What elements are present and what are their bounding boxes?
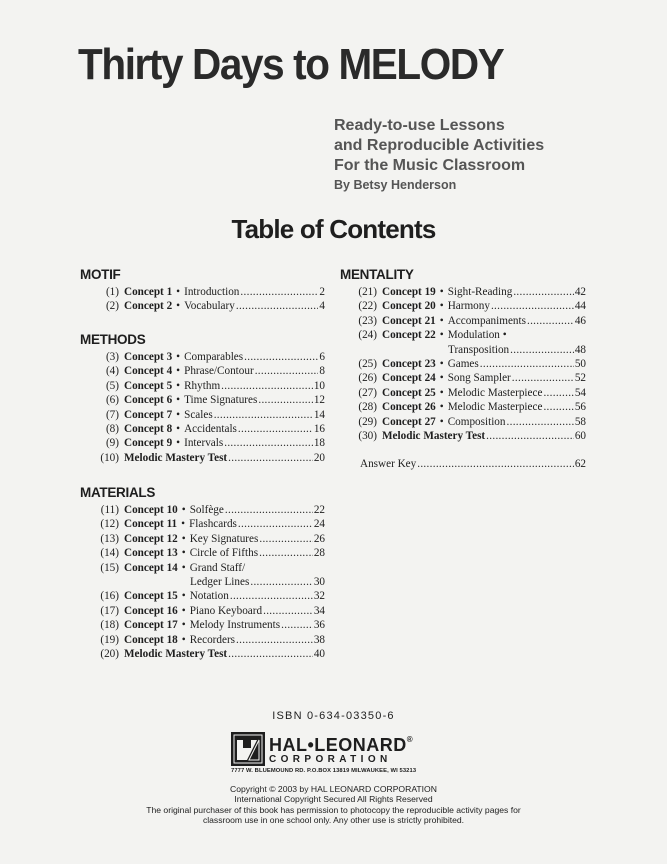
bullet-separator: • xyxy=(439,372,444,385)
dot-leader xyxy=(236,299,319,313)
topic-label: Vocabulary xyxy=(184,300,235,313)
topic-label: Recorders xyxy=(189,633,236,646)
entry-number: (5) xyxy=(105,379,119,392)
bullet-separator: • xyxy=(439,314,444,327)
dot-leader xyxy=(236,633,313,647)
toc-entry xyxy=(80,618,325,632)
topic-label: Time Signatures xyxy=(184,394,258,407)
toc-section-materials xyxy=(80,483,325,661)
subtitle-line: Ready-to-use Lessons xyxy=(334,117,505,134)
bullet-separator: • xyxy=(439,329,444,342)
toc-entry xyxy=(340,371,586,385)
page-number: 34 xyxy=(313,604,325,617)
concept-label: Concept 10 xyxy=(124,504,178,516)
toc-entry xyxy=(340,357,586,371)
bullet-separator: • xyxy=(439,286,444,298)
topic-label: Key Signatures xyxy=(189,532,259,545)
entry-number: (21) xyxy=(358,286,377,298)
bullet-separator: • xyxy=(181,532,186,545)
entry-number: (20) xyxy=(100,647,119,660)
concept-label: Concept 14 xyxy=(124,561,178,574)
toc-entry xyxy=(340,400,586,414)
concept-label: Concept 16 xyxy=(124,604,178,617)
page-number: 36 xyxy=(313,619,325,632)
publisher-name-text: HAL•LEONARD xyxy=(269,735,407,755)
dot-leader xyxy=(221,379,313,393)
toc-entry xyxy=(340,429,586,443)
page-number: 16 xyxy=(313,422,325,435)
topic-label: Song Sampler xyxy=(447,372,511,385)
page-number: 26 xyxy=(313,532,325,545)
bullet-separator: • xyxy=(176,365,181,378)
concept-label: Concept 24 xyxy=(382,372,436,385)
dot-leader xyxy=(230,589,313,603)
concept-label: Concept 18 xyxy=(124,633,178,646)
subtitle-line: For the Music Classroom xyxy=(334,157,526,174)
registered-mark: ® xyxy=(406,735,414,744)
topic-label: Phrase/Contour xyxy=(184,365,254,378)
topic-label: Sight-Reading xyxy=(447,286,513,298)
concept-label: Melodic Mastery Test xyxy=(382,429,486,442)
dot-leader xyxy=(224,436,313,450)
topic-label: Solfège xyxy=(189,504,224,516)
publisher-logo xyxy=(231,730,441,776)
dot-leader xyxy=(281,618,313,632)
bullet-separator: • xyxy=(181,518,186,531)
entry-number: (3) xyxy=(105,351,119,363)
legal-line: classroom use in one school only. Any other use is strictly prohibited. xyxy=(202,815,465,826)
toc-entry xyxy=(340,386,586,400)
concept-label: Concept 26 xyxy=(382,401,436,414)
concept-label: Concept 21 xyxy=(382,314,436,327)
page-number: 32 xyxy=(313,590,325,603)
entry-number: (17) xyxy=(100,604,119,617)
topic-label: Transposition xyxy=(448,343,510,356)
answer-key-label: Answer Key xyxy=(360,458,417,470)
answer-key-row xyxy=(360,457,586,471)
concept-label: Concept 25 xyxy=(382,386,436,399)
page-number: 6 xyxy=(319,351,325,363)
dot-leader xyxy=(486,429,574,443)
concept-label: Concept 8 xyxy=(124,422,173,435)
toc-entry xyxy=(80,350,325,364)
page-number: 30 xyxy=(313,575,325,588)
topic-label: Introduction xyxy=(184,286,240,298)
publisher-address: 7777 W. BLUEMOUND RD. P.O.BOX 13819 MILWAUKEE, WI 53213 xyxy=(231,768,417,774)
dot-leader xyxy=(417,457,574,471)
topic-label: Ledger Lines xyxy=(190,575,250,588)
toc-entry-continuation xyxy=(340,343,586,357)
entry-number: (2) xyxy=(105,300,119,313)
page-number: 2 xyxy=(319,286,325,298)
bullet-separator: • xyxy=(176,286,181,298)
topic-label: Grand Staff/ xyxy=(189,561,246,574)
bullet-separator: • xyxy=(439,386,444,399)
concept-label: Concept 15 xyxy=(124,590,178,603)
legal-line: The original purchaser of this book has permission to photocopy the reproducible activity pages for xyxy=(146,804,521,815)
bullet-separator: • xyxy=(176,408,181,421)
page-number: 40 xyxy=(313,647,325,660)
toc-entry xyxy=(80,299,325,313)
concept-label: Concept 6 xyxy=(124,394,173,407)
toc-heading: Table of Contents xyxy=(231,214,436,244)
dot-leader xyxy=(258,393,312,407)
bullet-separator: • xyxy=(181,547,186,560)
dot-leader xyxy=(228,451,313,465)
page-number: 14 xyxy=(313,408,325,421)
bullet-separator: • xyxy=(176,422,181,435)
bullet-separator: • xyxy=(176,437,181,450)
concept-label: Concept 1 xyxy=(124,286,173,298)
entry-number: (12) xyxy=(100,518,119,531)
dot-leader xyxy=(250,575,312,589)
hal-leonard-logo-icon xyxy=(231,732,265,766)
topic-label: Composition xyxy=(447,415,506,428)
concept-label: Concept 23 xyxy=(382,357,436,370)
topic-label: Accompaniments xyxy=(447,314,526,327)
topic-label: Melodic Masterpiece xyxy=(447,386,543,399)
concept-label: Melodic Mastery Test xyxy=(124,451,228,464)
dot-leader xyxy=(263,604,313,618)
concept-label: Concept 20 xyxy=(382,300,436,313)
publisher-corp: CORPORATION xyxy=(269,754,392,765)
entry-number: (23) xyxy=(358,314,377,327)
topic-label: Comparables xyxy=(184,351,244,363)
bullet-separator: • xyxy=(181,619,186,632)
dot-leader xyxy=(543,400,573,414)
concept-label: Concept 2 xyxy=(124,300,173,313)
dot-leader xyxy=(512,371,574,385)
toc-entry xyxy=(340,285,586,299)
topic-label: Notation xyxy=(189,590,229,603)
entry-number: (19) xyxy=(100,633,119,646)
entry-number: (1) xyxy=(105,286,119,298)
entry-number: (10) xyxy=(100,451,119,464)
toc-entry xyxy=(80,408,325,422)
entry-number: (29) xyxy=(358,415,377,428)
topic-label: Intervals xyxy=(184,437,224,450)
bullet-separator: • xyxy=(181,604,186,617)
toc-entry xyxy=(340,415,586,429)
dot-leader xyxy=(225,503,313,517)
bullet-separator: • xyxy=(176,394,181,407)
page-number: 22 xyxy=(313,504,325,516)
toc-entry xyxy=(80,532,325,546)
toc-entry xyxy=(80,364,325,378)
toc-entry xyxy=(80,503,325,517)
legal-line: Copyright © 2003 by HAL LEONARD CORPORATION xyxy=(230,784,437,794)
section-title: MENTALITY xyxy=(340,267,414,282)
page-number: 42 xyxy=(574,286,586,298)
toc-entry xyxy=(80,285,325,299)
page-number: 58 xyxy=(574,415,586,428)
concept-label: Concept 11 xyxy=(124,518,178,531)
toc-section-mentality xyxy=(340,265,586,443)
topic-label: Flashcards xyxy=(189,518,237,531)
topic-label: Harmony xyxy=(447,300,490,313)
toc-entry xyxy=(80,546,325,560)
entry-number: (7) xyxy=(105,408,119,421)
dot-leader xyxy=(507,415,574,429)
page-number: 12 xyxy=(313,394,325,407)
toc-entry xyxy=(80,451,325,465)
dot-leader xyxy=(527,314,574,328)
dot-leader xyxy=(513,285,573,299)
page-number: 44 xyxy=(574,300,586,313)
subtitle-line: and Reproducible Activities xyxy=(334,137,545,154)
page-number: 56 xyxy=(574,401,586,414)
toc-entry xyxy=(80,422,325,436)
publisher-name xyxy=(269,735,413,756)
page-number: 46 xyxy=(574,314,586,327)
dot-leader xyxy=(259,546,313,560)
entry-number: (13) xyxy=(100,532,119,545)
toc-entry xyxy=(340,314,586,328)
dot-leader xyxy=(244,350,318,364)
entry-number: (22) xyxy=(358,300,377,313)
topic-label: Modulation • xyxy=(447,329,507,342)
concept-label: Concept 9 xyxy=(124,437,173,450)
dot-leader xyxy=(240,285,318,299)
concept-label: Concept 5 xyxy=(124,379,173,392)
page-number: 4 xyxy=(319,300,325,313)
bullet-separator: • xyxy=(176,379,181,392)
concept-label: Concept 7 xyxy=(124,408,173,421)
bullet-separator: • xyxy=(181,590,186,603)
author: By Betsy Henderson xyxy=(334,178,457,192)
entry-number: (8) xyxy=(105,422,119,435)
topic-label: Games xyxy=(447,357,479,370)
concept-label: Concept 3 xyxy=(124,351,173,363)
entry-number: (14) xyxy=(100,547,119,560)
dot-leader xyxy=(491,299,574,313)
toc-entry xyxy=(80,436,325,450)
bullet-separator: • xyxy=(176,351,181,363)
toc-entry xyxy=(80,379,325,393)
toc-entry xyxy=(340,299,586,313)
entry-number: (6) xyxy=(105,394,119,407)
toc-entry xyxy=(80,393,325,407)
section-title: MATERIALS xyxy=(80,485,156,500)
page-number: 38 xyxy=(313,633,325,646)
toc-entry xyxy=(80,647,325,661)
page-number: 62 xyxy=(574,458,586,470)
entry-number: (15) xyxy=(100,561,119,574)
dot-leader xyxy=(259,532,312,546)
page-number: 18 xyxy=(313,437,325,450)
toc-entry xyxy=(80,517,325,531)
dot-leader xyxy=(214,408,313,422)
page-number: 50 xyxy=(574,357,586,370)
entry-number: (30) xyxy=(358,429,377,442)
page-number: 24 xyxy=(313,518,325,531)
bullet-separator: • xyxy=(176,300,181,313)
entry-number: (16) xyxy=(100,590,119,603)
topic-label: Piano Keyboard xyxy=(189,604,263,617)
toc-section-methods xyxy=(80,330,325,465)
bullet-separator: • xyxy=(181,633,186,646)
entry-number: (26) xyxy=(358,372,377,385)
entry-number: (11) xyxy=(100,504,119,516)
toc-entry xyxy=(80,604,325,618)
subtitle xyxy=(334,116,544,176)
page-number: 10 xyxy=(313,379,325,392)
toc-entry xyxy=(80,589,325,603)
page-number: 48 xyxy=(574,343,586,356)
page-number: 54 xyxy=(574,386,586,399)
entry-number: (9) xyxy=(105,437,119,450)
page-number: 20 xyxy=(313,451,325,464)
concept-label: Concept 27 xyxy=(382,415,436,428)
bullet-separator: • xyxy=(439,300,444,313)
copyright-notice xyxy=(0,784,667,826)
entry-number: (28) xyxy=(358,401,377,414)
toc-entry xyxy=(80,633,325,647)
concept-label: Concept 17 xyxy=(124,619,178,632)
page-number: 60 xyxy=(574,429,586,442)
entry-number: (24) xyxy=(358,329,377,342)
concept-label: Melodic Mastery Test xyxy=(124,647,228,660)
dot-leader xyxy=(480,357,574,371)
toc-section-motif xyxy=(80,265,325,314)
page-number: 8 xyxy=(319,365,325,378)
topic-label: Rhythm xyxy=(184,379,221,392)
topic-label: Melody Instruments xyxy=(189,619,281,632)
dot-leader xyxy=(255,364,319,378)
dot-leader xyxy=(238,422,313,436)
entry-number: (27) xyxy=(358,386,377,399)
dot-leader xyxy=(543,386,573,400)
dot-leader xyxy=(510,343,574,357)
concept-label: Concept 22 xyxy=(382,329,436,342)
section-title: MOTIF xyxy=(80,267,121,282)
entry-number: (25) xyxy=(358,357,377,370)
toc-entry xyxy=(340,328,586,342)
concept-label: Concept 4 xyxy=(124,365,173,378)
topic-label: Accidentals xyxy=(184,422,237,435)
toc-entry xyxy=(80,561,325,575)
bullet-separator: • xyxy=(181,504,186,516)
bullet-separator: • xyxy=(439,415,444,428)
bullet-separator: • xyxy=(439,401,444,414)
book-title: Thirty Days to MELODY xyxy=(78,40,504,89)
bullet-separator: • xyxy=(439,357,444,370)
legal-line: International Copyright Secured All Rights Reserved xyxy=(234,794,433,805)
page-number: 52 xyxy=(574,372,586,385)
dot-leader xyxy=(228,647,313,661)
concept-label: Concept 13 xyxy=(124,547,178,560)
bullet-separator: • xyxy=(181,561,186,574)
entry-number: (18) xyxy=(100,619,119,632)
topic-label: Circle of Fifths xyxy=(189,547,259,560)
toc-entry-continuation xyxy=(80,575,325,589)
concept-label: Concept 12 xyxy=(124,532,178,545)
page-number: 28 xyxy=(313,547,325,560)
entry-number: (4) xyxy=(105,365,119,378)
concept-label: Concept 19 xyxy=(382,286,436,298)
isbn: ISBN 0-634-03350-6 xyxy=(272,710,395,722)
section-title: METHODS xyxy=(80,332,146,347)
topic-label: Melodic Masterpiece xyxy=(447,401,543,414)
topic-label: Scales xyxy=(184,408,213,421)
dot-leader xyxy=(238,517,313,531)
